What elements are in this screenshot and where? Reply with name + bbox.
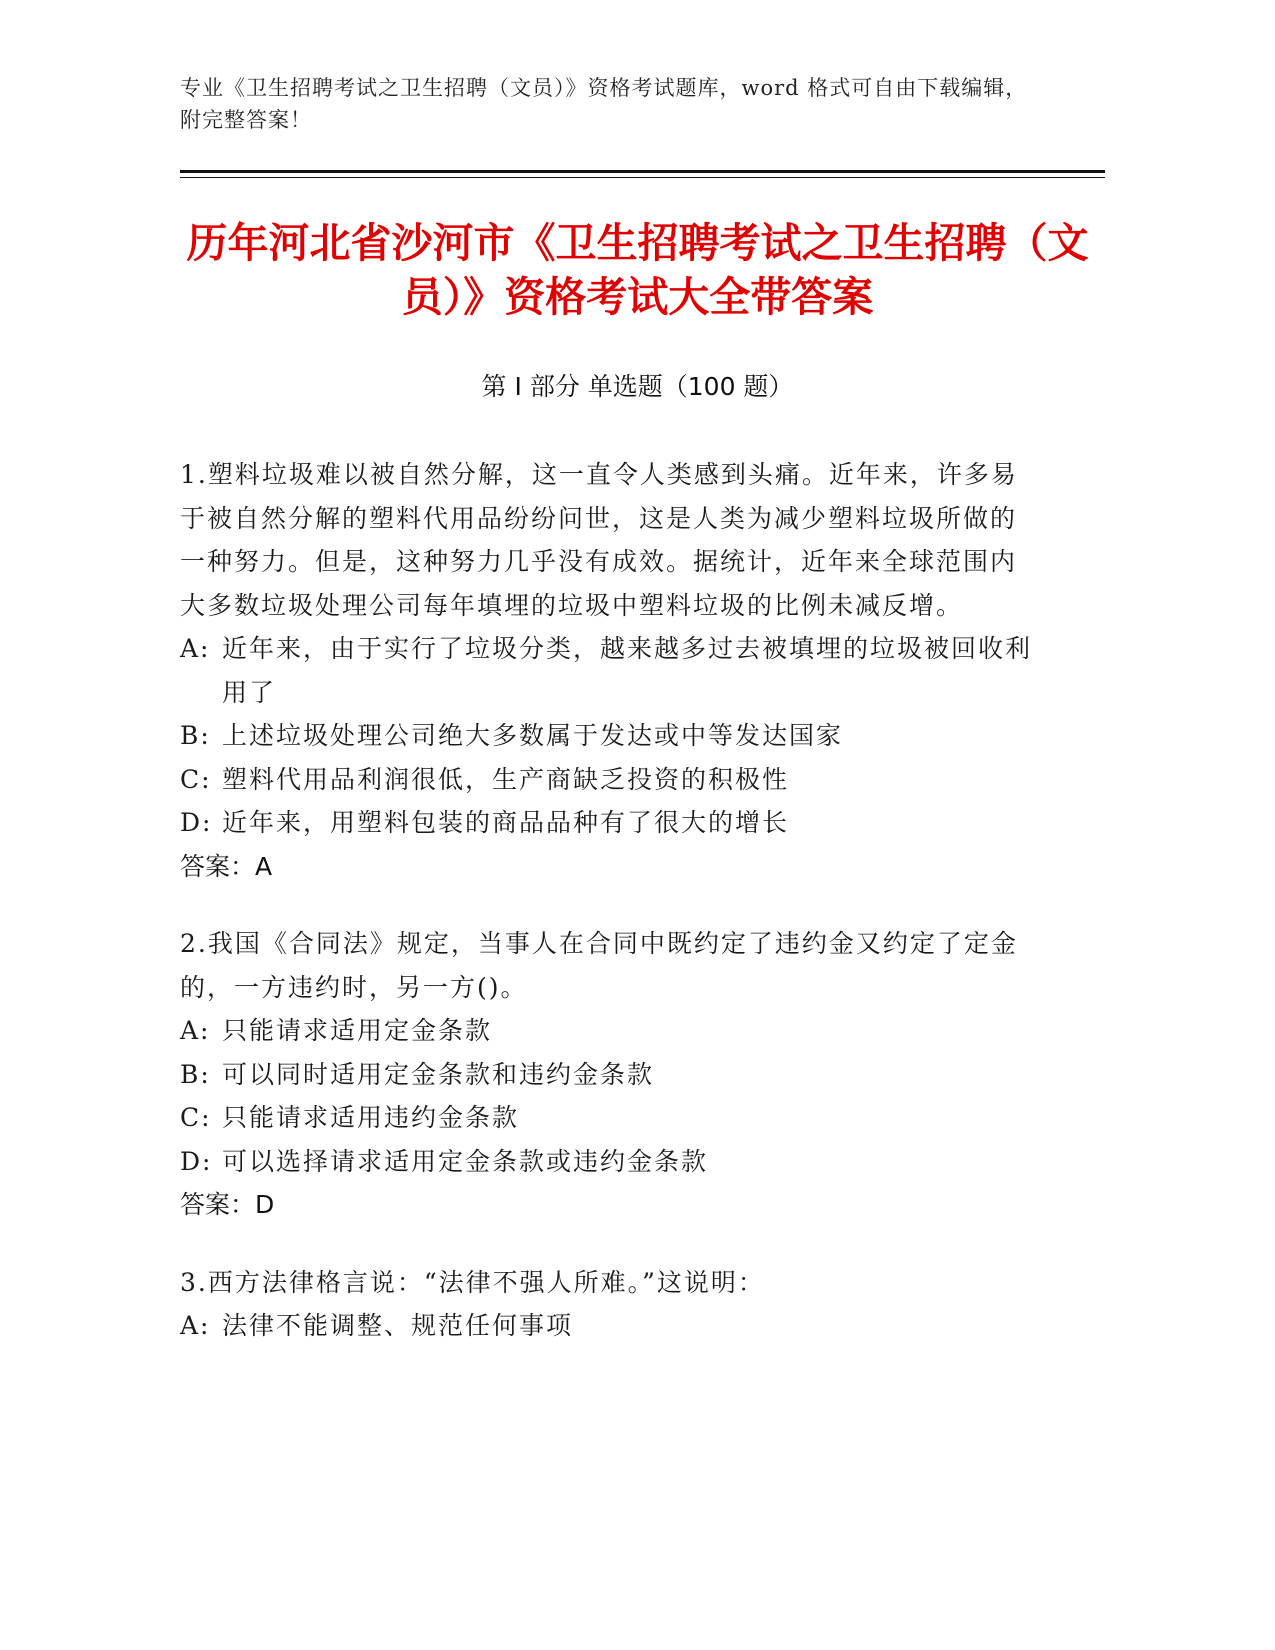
option-key: B: <box>180 1059 211 1089</box>
header-divider-thick <box>180 170 1105 173</box>
option-b <box>180 714 1040 758</box>
option-d <box>180 1140 1040 1184</box>
question-list <box>180 453 1040 1382</box>
option-text: 只能请求适用定金条款 <box>222 1016 493 1045</box>
question-2 <box>180 922 1040 1227</box>
option-a <box>180 1009 1040 1053</box>
question-1 <box>180 453 1040 888</box>
option-d <box>180 801 1040 845</box>
option-key: D: <box>180 808 213 837</box>
header-divider-thin <box>180 177 1105 178</box>
option-c <box>180 758 1040 802</box>
option-text: 可以选择请求适用定金条款或违约金条款 <box>222 1146 709 1176</box>
question-stem: 3.西方法律格言说：“法律不强人所难。”这说明： <box>180 1267 765 1297</box>
section-title: 第 I 部分 单选题（100 题） <box>481 372 794 401</box>
question-stem: 1.塑料垃圾难以被自然分解，这一直令人类感到头痛。近年来，许多易于被自然分解的塑料代用品纷纷问世，这是人类为减少塑料垃圾所做的一种努力。但是，这种努力几乎没有成效。据统计，近年来全球范围内大多数垃圾处理公司每年填埋的垃圾中塑料垃圾的比例未减反增。 <box>180 460 1018 620</box>
option-text: 上述垃圾处理公司绝大多数属于发达或中等发达国家 <box>222 721 844 750</box>
question-3 <box>180 1261 1040 1348</box>
option-text: 法律不能调整、规范任何事项 <box>222 1311 574 1340</box>
option-text: 近年来，由于实行了垃圾分类，越来越多过去被填埋的垃圾被回收利用了 <box>222 634 1033 707</box>
option-key: A: <box>180 1016 211 1045</box>
document-title: 历年河北省沙河市《卫生招聘考试之卫生招聘（文员）》资格考试大全带答案 <box>186 219 1089 321</box>
option-text: 近年来，用塑料包装的商品品种有了很大的增长 <box>222 808 790 837</box>
question-stem: 2.我国《合同法》规定，当事人在合同中既约定了违约金又约定了定金的，一方违约时，另一方()。 <box>180 929 1018 1002</box>
option-text: 塑料代用品利润很低，生产商缺乏投资的积极性 <box>222 764 790 794</box>
option-key: C: <box>180 1103 212 1132</box>
option-key: A: <box>180 1311 211 1340</box>
header-note: 专业《卫生招聘考试之卫生招聘（文员）》资格考试题库，word 格式可自由下载编辑，附完整答案！ <box>180 76 1028 132</box>
option-key: A: <box>180 634 211 663</box>
answer: 答案：D <box>180 1190 275 1219</box>
option-key: B: <box>180 721 211 750</box>
answer: 答案：A <box>180 851 273 881</box>
option-c <box>180 1096 1040 1140</box>
option-a <box>180 1304 1040 1348</box>
option-text: 只能请求适用违约金条款 <box>222 1103 520 1132</box>
option-key: D: <box>180 1146 213 1176</box>
option-key: C: <box>180 764 212 794</box>
option-b <box>180 1053 1040 1097</box>
option-a <box>180 627 1040 714</box>
option-text: 可以同时适用定金条款和违约金条款 <box>222 1059 655 1089</box>
